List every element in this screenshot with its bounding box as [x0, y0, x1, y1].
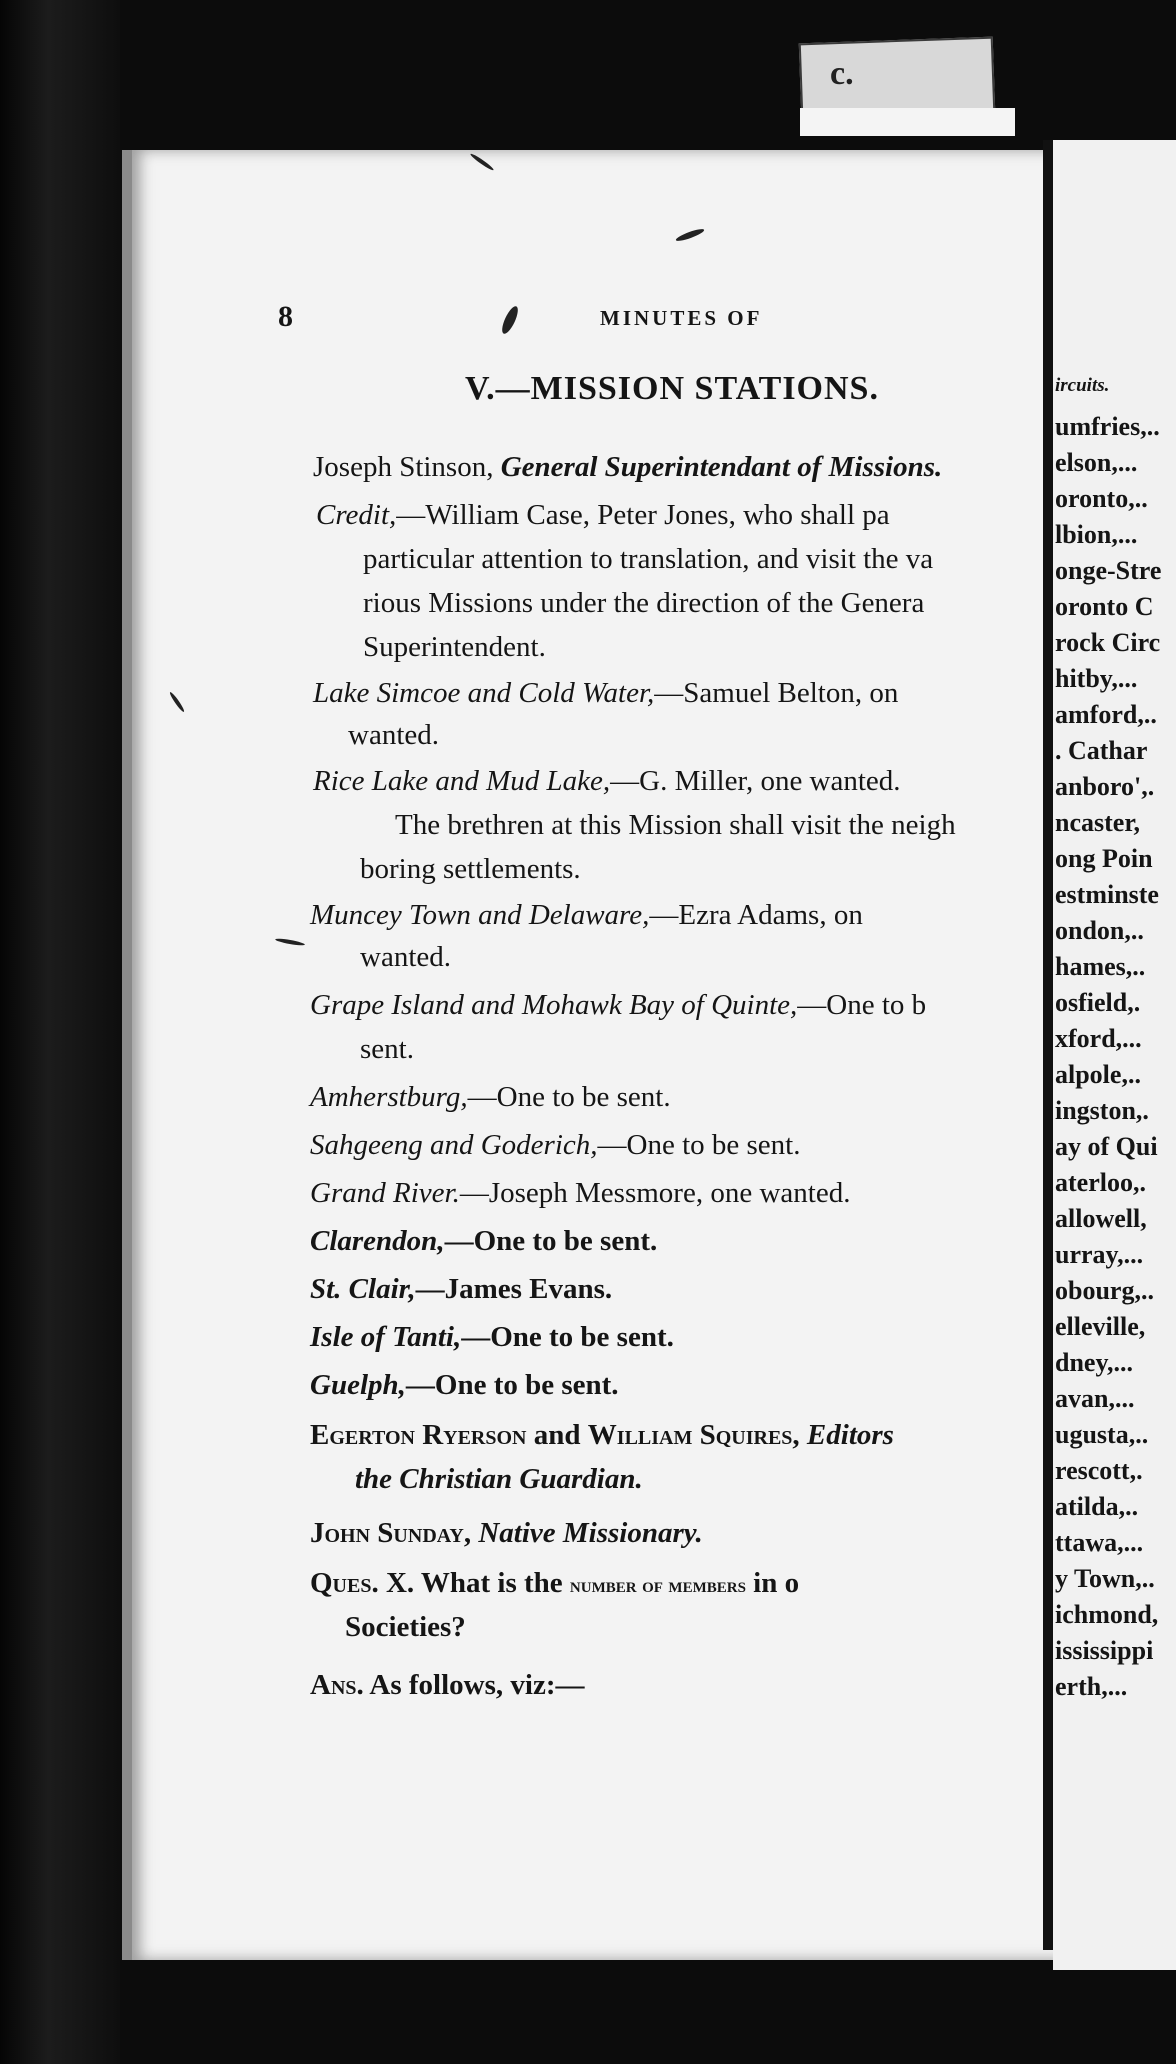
circuit-item: osfield,. [1055, 988, 1141, 1017]
entry-line: Superintendent. [363, 631, 546, 663]
circuit-item: . Cathar [1055, 736, 1148, 765]
paper-tab [799, 37, 995, 118]
station-name: Sahgeeng and Goderich, [310, 1129, 598, 1161]
entry-text: As follows, viz:— [363, 1669, 585, 1701]
entry-title: Native Missionary. [471, 1517, 703, 1549]
page-number: 8 [278, 300, 293, 333]
circuit-item: avan,... [1055, 1384, 1135, 1413]
entry-line [310, 988, 926, 1022]
paper-tab-text: c. [830, 55, 854, 92]
circuit-item: rescott,. [1055, 1456, 1143, 1485]
entry-line: wanted. [360, 941, 451, 973]
entry-text: —G. Miller, one wanted. [610, 765, 901, 797]
circuit-item: ichmond, [1055, 1600, 1159, 1629]
person-name: Egerton Ryerson [310, 1419, 527, 1451]
entry-text: —One to be sent. [467, 1081, 671, 1113]
circuit-item: alpole,.. [1055, 1060, 1141, 1089]
station-name: St. Clair, [310, 1273, 416, 1305]
person-name: John Sunday, [310, 1517, 472, 1549]
circuit-item: obourg,.. [1055, 1276, 1154, 1305]
entry-line [310, 1418, 894, 1452]
station-name: Isle of Tanti, [310, 1321, 462, 1353]
circuit-item: ugusta,.. [1055, 1420, 1149, 1449]
circuit-item: erth,... [1055, 1672, 1128, 1701]
page-gutter [1043, 140, 1053, 1950]
station-name: Muncey Town and Delaware, [310, 899, 650, 931]
circuit-item: xford,... [1055, 1024, 1142, 1053]
circuit-item: dney,... [1055, 1348, 1134, 1377]
station-name: Guelph, [310, 1369, 406, 1401]
question-line: Societies? [345, 1611, 466, 1643]
entry-text: —One to be sent. [461, 1321, 674, 1353]
circuit-item: oronto C [1055, 592, 1154, 621]
entry-text: —One to b [797, 989, 927, 1021]
entry-line [310, 1516, 703, 1550]
answer-line [310, 1668, 584, 1702]
station-name: Amherstburg, [310, 1081, 468, 1113]
entry-text: and [526, 1419, 588, 1451]
right-page-fragment [1053, 140, 1176, 1970]
entry-text: —James Evans. [415, 1273, 613, 1305]
scan-border [0, 0, 120, 2064]
circuit-item: ondon,.. [1055, 916, 1144, 945]
entry-text: —Samuel Belton, on [654, 677, 899, 709]
left-page [122, 150, 1060, 1960]
station-name: Rice Lake and Mud Lake, [313, 765, 611, 797]
entry-line [310, 1368, 619, 1402]
circuit-item: hitby,... [1055, 664, 1138, 693]
paper-tab-slip [800, 108, 1015, 136]
entry-line: boring settlements. [360, 853, 581, 885]
circuit-item: ncaster, [1055, 808, 1140, 837]
circuit-item: ong Poin [1055, 844, 1153, 873]
entry-text: —One to be sent. [405, 1369, 619, 1401]
entry-text: —William Case, Peter Jones, who shall pa [396, 499, 890, 531]
circuit-item: ttawa,... [1055, 1528, 1144, 1557]
entry-text: —Ezra Adams, on [649, 899, 863, 931]
station-name: Lake Simcoe and Cold Water, [313, 677, 655, 709]
right-column-head: ircuits. [1055, 375, 1110, 396]
question-line [310, 1566, 799, 1602]
circuit-item: urray,... [1055, 1240, 1144, 1269]
entry-text: in o [745, 1567, 800, 1599]
entry-line: particular attention to translation, and visit the va [363, 543, 934, 575]
circuit-item: ississippi [1055, 1636, 1154, 1665]
question-label: Ques. X. [310, 1567, 415, 1599]
section-title: V.—MISSION STATIONS. [465, 370, 879, 407]
circuit-item: umfries,.. [1055, 412, 1160, 441]
entry-line: wanted. [348, 719, 439, 751]
circuit-item: aterloo,. [1055, 1168, 1146, 1197]
circuit-item: elson,... [1055, 448, 1138, 477]
circuit-item: amford,.. [1055, 700, 1157, 729]
answer-label: Ans. [310, 1669, 364, 1701]
entry-line [310, 1080, 671, 1114]
circuit-item: estminste [1055, 880, 1159, 909]
circuit-item: anboro',. [1055, 772, 1155, 801]
entry-line [316, 498, 890, 532]
entry-text: Joseph Stinson, [313, 451, 501, 483]
entry-title: General Superintendant of Missions. [500, 451, 943, 483]
circuit-item: atilda,.. [1055, 1492, 1139, 1521]
entry-line [310, 898, 863, 932]
entry-text: What is the [414, 1567, 570, 1599]
entry-line [313, 676, 898, 710]
station-name: Clarendon, [310, 1225, 445, 1257]
circuit-item: y Town,.. [1055, 1564, 1155, 1593]
entry-line: the Christian Guardian. [355, 1463, 643, 1495]
entry-line: The brethren at this Mission shall visit the neigh [395, 809, 956, 841]
entry-line [310, 1320, 674, 1354]
circuit-item: hames,.. [1055, 952, 1146, 981]
entry-text: —One to be sent. [597, 1129, 801, 1161]
entry-line: rious Missions under the direction of the Genera [363, 587, 925, 619]
entry-line [313, 450, 942, 484]
station-name: Credit, [316, 499, 397, 531]
entry-line: sent. [360, 1033, 414, 1065]
circuit-item: ay of Qui [1055, 1132, 1158, 1161]
entry-line [310, 1176, 850, 1210]
entry-line [310, 1128, 801, 1162]
entry-title: Editors [799, 1419, 894, 1451]
entry-line [310, 1272, 612, 1306]
circuit-item: lbion,... [1055, 520, 1138, 549]
circuit-item: ingston,. [1055, 1096, 1149, 1125]
circuit-item: oronto,.. [1055, 484, 1148, 513]
entry-text: —One to be sent. [444, 1225, 658, 1257]
entry-line [310, 1224, 657, 1258]
entry-emphasis: number of members [569, 1572, 746, 1597]
running-head: MINUTES OF [600, 306, 763, 330]
person-name: William Squires, [587, 1419, 800, 1451]
circuit-item: elleville, [1055, 1312, 1146, 1341]
circuit-item: rock Circ [1055, 628, 1161, 657]
circuit-item: onge-Stre [1055, 556, 1162, 585]
station-name: Grape Island and Mohawk Bay of Quinte, [310, 989, 798, 1021]
circuit-item: allowell, [1055, 1204, 1147, 1233]
entry-line [313, 764, 901, 798]
entry-text: —Joseph Messmore, one wanted. [459, 1177, 851, 1209]
station-name: Grand River. [310, 1177, 460, 1209]
